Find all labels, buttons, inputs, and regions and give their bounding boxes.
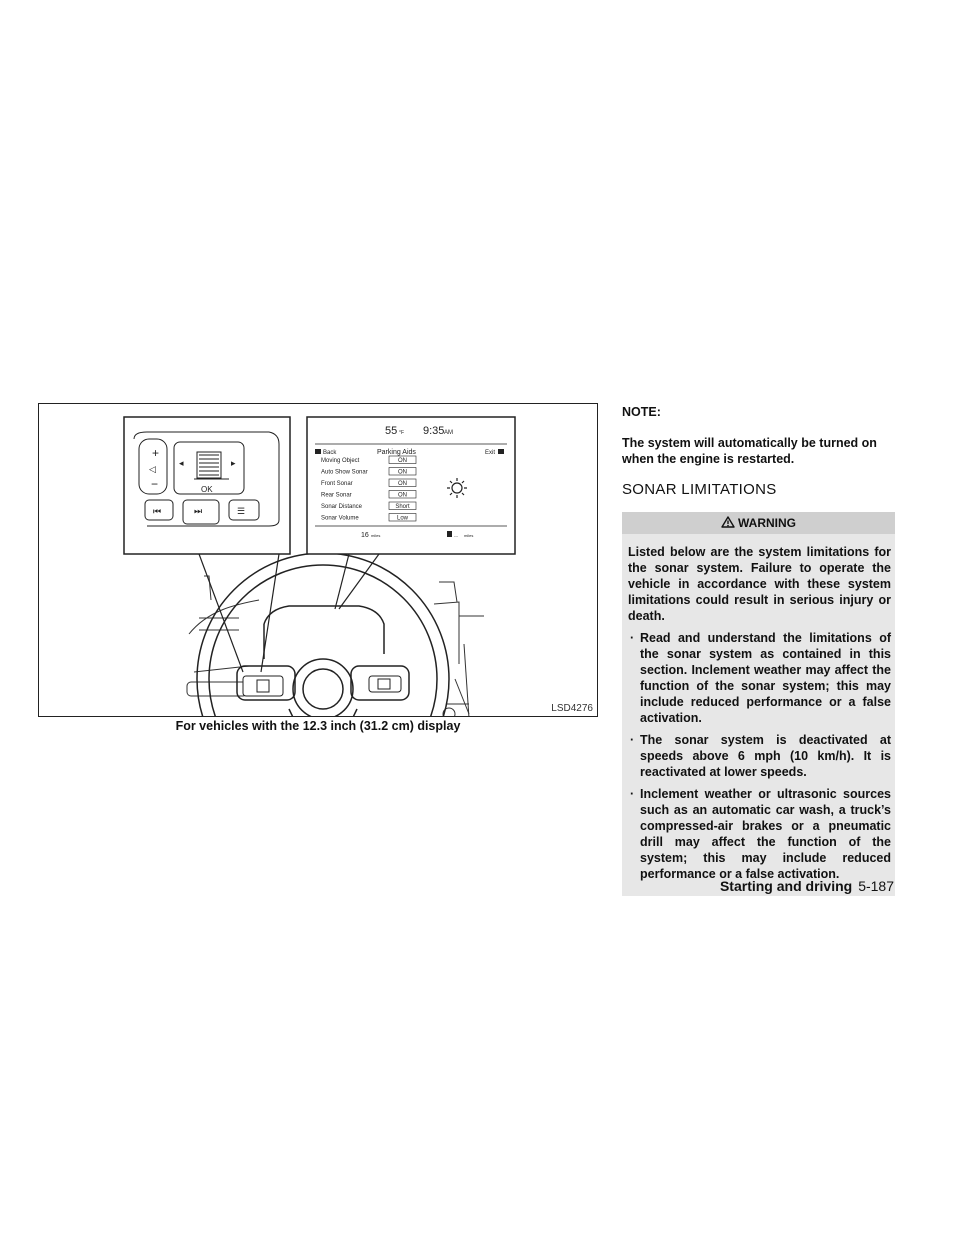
setting-value[interactable]: ON [398, 469, 407, 476]
temperature-unit: °F [399, 430, 405, 436]
setting-value[interactable]: ON [398, 492, 407, 499]
ok-label: OK [201, 485, 213, 494]
right-column [622, 405, 895, 896]
back-arrow-icon: ◂ [179, 458, 184, 468]
speaker-icon: ◁ [149, 464, 156, 474]
warning-bullet: · The sonar system is deactivated at speeds above 6 mph (10 km/h). It is reactivated at lower speeds. [630, 733, 891, 779]
back-icon[interactable] [315, 449, 321, 454]
warning-heading: WARNING [738, 516, 796, 530]
setting-label: Rear Sonar [321, 492, 352, 499]
warning-box [622, 512, 895, 896]
setting-value[interactable]: ON [398, 481, 407, 487]
setting-label: Sonar Volume [321, 515, 359, 522]
exit-button[interactable]: Exit [485, 450, 496, 456]
range-unit: miles [464, 533, 474, 538]
exit-icon[interactable] [498, 449, 504, 454]
minus-label: − [151, 477, 159, 491]
setting-value[interactable]: Low [396, 515, 409, 522]
setting-value[interactable]: ON [398, 458, 407, 464]
clock-ampm: AM [444, 430, 453, 436]
screen-title: Parking Aids [377, 449, 416, 456]
figure [38, 403, 598, 717]
odometer-unit: miles [371, 533, 381, 538]
setting-value[interactable]: Short [395, 504, 410, 510]
warning-triangle-icon [721, 516, 735, 528]
note-body: The system will automatically be turned on when the engine is restarted. [622, 436, 877, 466]
next-track-icon: ⏭ [194, 506, 203, 516]
warning-header [622, 512, 895, 534]
right-arrow-icon: ▸ [231, 458, 236, 468]
odometer-value: 16 [361, 532, 369, 539]
back-button[interactable]: Back [323, 450, 337, 456]
fuel-icon [447, 531, 452, 537]
warning-bullet: · Inclement weather or ultrasonic sources such as an automatic car wash, a truck’s compressed-air brakes or a pneumatic drill may affect the function of the system; this may include reduced performance or a false activation. [630, 787, 891, 881]
setting-label: Moving Object [321, 458, 360, 464]
figure-caption: For vehicles with the 12.3 inch (31.2 cm) display [175, 719, 461, 733]
range-value: --- [454, 533, 458, 538]
clock-time: 9:35 [423, 425, 445, 437]
warning-bullet: · Read and understand the limitations of the sonar system as contained in this section. Inclement weather may affect the function of the sonar system; this may include reduced performance or a false activation. [630, 631, 891, 725]
previous-track-icon: ⏮ [153, 506, 162, 516]
setting-label: Auto Show Sonar [321, 469, 368, 476]
figure-code: LSD4276 [551, 703, 593, 714]
steering-wheel-illustration [39, 404, 598, 717]
footer-section-name: Starting and driving [719, 878, 853, 894]
list-icon: ☰ [237, 506, 246, 516]
page-footer [720, 878, 894, 894]
section-heading: SONAR LIMITATIONS [622, 481, 777, 498]
note-heading: NOTE: [622, 405, 661, 419]
warning-intro: Listed below are the system limitations for the sonar system. Failure to operate the vehicle in accordance with these system limitations could result in serious injury or death. [628, 545, 891, 623]
setting-label: Front Sonar [321, 481, 353, 487]
setting-label: Sonar Distance [321, 504, 363, 510]
page-number: 5-187 [858, 878, 894, 894]
temperature-value: 55 [385, 425, 398, 437]
plus-label: + [152, 446, 160, 460]
